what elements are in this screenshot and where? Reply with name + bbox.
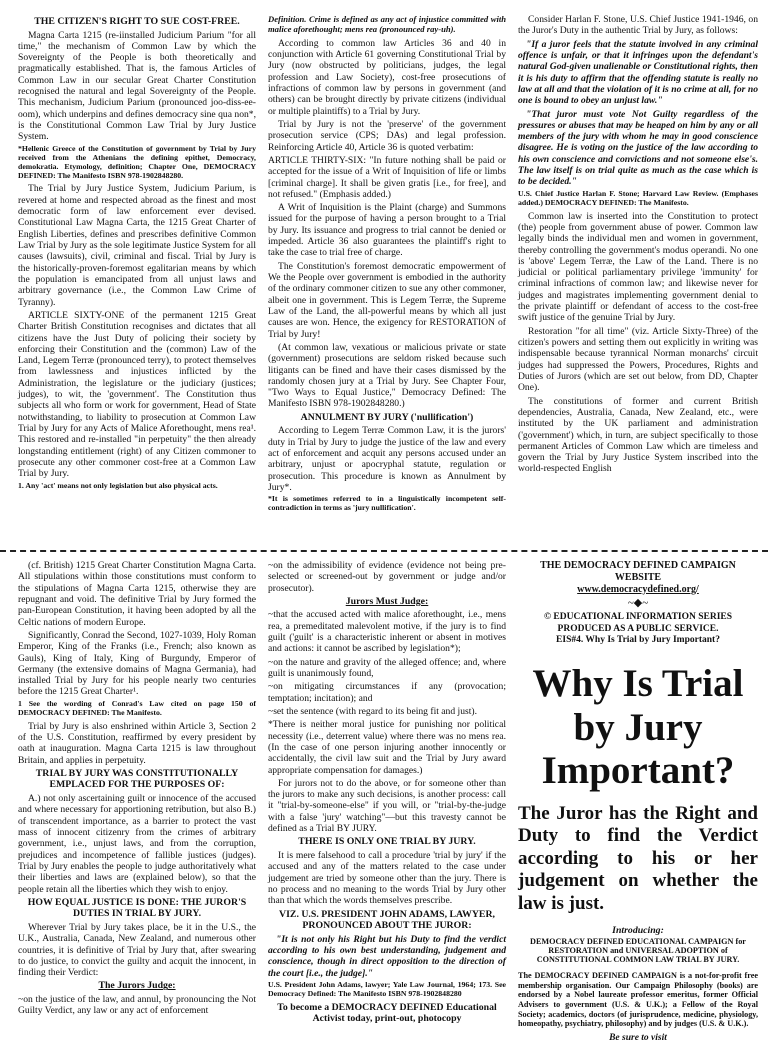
paragraph: The constitutions of former and current British dependencies, Australia, Canada, New Zealand, etc., were instituted by the UK parliament and administration ('government') which, in turn, are subject specifically to those permanent Articles of Common Law which are timeless and govern the Trial by Jury Justice System inscribed into the world-respected English: [518, 395, 758, 475]
footnote: 1. Any 'act' means not only legislation but also physical acts.: [18, 480, 218, 490]
series-line: © EDUCATIONAL INFORMATION SERIES: [543, 612, 733, 623]
column-3-bottom: [518, 560, 758, 1043]
section-heading: HOW EQUAL JUSTICE IS DONE: THE JUROR'S DUTIES IN TRIAL BY JURY.: [27, 896, 247, 920]
paragraph: Significantly, Conrad the Second, 1027-1039, Holy Roman Emperor, King of the Franks (i.e., French; also known as Gauls), King of Italy, King of Burgundy, Emperor of Germany (the extensive domains of Magna Germania), had installed Trial by Jury for his people nearly two centuries before the 1215 Great Charter¹.: [18, 629, 256, 698]
ornament-icon: ~◆~: [627, 597, 649, 610]
section-heading: Jurors Must Judge:: [345, 595, 429, 607]
section-heading: ANNULMENT BY JURY ('nullification'): [300, 411, 474, 423]
column-2-top: [268, 14, 506, 546]
paragraph: A Writ of Inquisition is the Plaint (charge) and Summons issued for the purpose of having a person brought to a Trial by Jury. Its issuance and progress to trial cannot be denied or impeded. Article 36 also guarantees the plaintiff's right to take the case to trial free of charge.: [268, 202, 506, 259]
series-line: PRODUCED AS A PUBLIC SERVICE.: [557, 623, 719, 634]
quote: "That juror must vote Not Guilty regardless of the pressures or abuses that may be heaped on him by any or all members of the jury with whom he may in good conscience disagree. He is voting on the justice of the law according to his own conscience and convictions and not someone else's. The law itself is on trial quite as much as the case which is to be decided.": [518, 108, 758, 188]
quote: "It is not only his Right but his Duty to find the verdict according to his own best understanding, judgement and conscience, though in direct opposition to the direction of the court [i.e., the judge].": [268, 933, 506, 979]
article-quote: ARTICLE THIRTY-SIX: "In future nothing shall be paid or accepted for the issue of a Writ of Inquisition of life or limbs [criminal charge]. It shall be given gratis [i.e., for free], and not refused." (Emphasis added.): [268, 154, 506, 200]
footnote: 1 See the wording of Conrad's Law cited on page 150 of DEMOCRACY DEFINED: The Manifesto.: [18, 698, 256, 717]
paragraph: Trial by Jury is not the 'preserve' of the government prosecution service (CPS; DAs) and legal profession. Reinforcing Article 40, Article 36 is quoted verbatim:: [268, 118, 506, 153]
column-2-bottom: [268, 560, 506, 1024]
section-heading: The Jurors Judge:: [98, 980, 176, 992]
call-to-action: To become a DEMOCRACY DEFINED Educational Activist today, print-out, photocopy: [277, 1001, 497, 1025]
footnote: *It is sometimes referred to in a linguistically incompetent self-contradiction in terms as 'jury nullification'.: [268, 494, 506, 513]
section-heading: THERE IS ONLY ONE TRIAL BY JURY.: [298, 836, 476, 848]
definition: Definition. Crime is defined as any act of injustice committed with malice aforethought; mens rea (pronounced ray-uh).: [268, 14, 506, 34]
section-heading: TRIAL BY JURY WAS CONSTITUTIONALLY EMPLACED FOR THE PURPOSES OF:: [35, 767, 239, 791]
paragraph: ARTICLE SIXTY-ONE of the permanent 1215 Great Charter British Constitution recognises and dictates that all citizens have the Just Duty of policing their society by enforcing their Constitution and the (common) Law of the Land, Legem Terræ (pronounced terry), to protect themselves from lawlessness and injustices inflicted by the Administration, the legislature or the judiciary (justices; judges), to wit, the 'government'. The Constitution thus subjects all who form or work for government, Head of State notwithstanding, to liability to prosecution at Common Law Trial by Jury for any Acts of Malice Aforethought, mens rea¹. This restored and re-installed "in perpetuity" the then already longstanding entitlement (right) of any Citizen commoner to prosecute any other commoner cost-free at a Common Law Trial by Jury.: [18, 309, 256, 480]
paragraph: The Trial by Jury Justice System, Judicium Parium, is revered at home and respected abroad as the finest and most democratic form of law enforcement ever devised. Constitutional Law Magna Carta, the 1215 Great Charter of English Liberties, defines and prescribes definitive Common Law Trial by Jury as the sole legitimate Justice System for all causes (lawsuits), civil, criminal and fiscal. Trial by Jury is the historically-proven-foremost egalitarian means by which the population is emancipated from all unjust laws and arbitrary governance (i.e., the Common Law Crime of Tyranny).: [18, 183, 256, 308]
column-1-bottom: [18, 560, 256, 1024]
leaflet-title: Why Is Trial by Jury Important?: [532, 661, 744, 793]
citation: U.S. Chief Justice Harlan F. Stone; Harvard Law Review. (Emphases added.) DEMOCRACY DEFINED: The Manifesto.: [518, 188, 758, 207]
paragraph: According to common law Articles 36 and 40 in conjunction with Article 61 governing Constitutional Trial by Jury (now obstructed by politicians, judges, the legal profession and Law Society), cost-free prosecutions of infractions of common law by persons in government (and others) can be brought directly by private citizens (individual or multiple plaintiffs) to a Trial by Jury.: [268, 37, 506, 117]
paragraph: (At common law, vexatious or malicious private or state (government) prosecutions are seldom risked because such litigants can be fined and have their cases dismissed by the randomly chosen jury at a Trial by Jury. See Chapter Four, "Two Ways to Equal Justice," Democracy Defined: The Manifesto ISBN 978-1902848280.): [268, 341, 506, 410]
citation: U.S. President John Adams, lawyer; Yale Law Journal, 1964; 173. See Democracy Defined: The Manifesto ISBN 978-1902848280: [268, 979, 506, 998]
paragraph: ~on the justice of the law, and annul, by pronouncing the Not Guilty Verdict, any law or any act of enforcement: [18, 994, 256, 1017]
intro-heading: Introducing:: [612, 925, 664, 937]
paragraph: It is mere falsehood to call a procedure 'trial by jury' if the accused and any of the matters related to the case under judgement are tried by someone other than the jury. There is no process and no meaning to the words Trial by Jury other than that which the words themselves prescribe.: [268, 849, 506, 907]
fold-divider: [0, 550, 768, 552]
paragraph: ~that the accused acted with malice aforethought, i.e., mens rea, a premeditated malevolent motive, if the jury is to find guilt ('guilt' is a characteristic inherent or absent in motives and actions: it cannot be ascribed by legislation*);: [268, 609, 506, 655]
paragraph: According to Legem Terræ Common Law, it is the jurors' duty in Trial by Jury to judge the justice of the law and every act of enforcement and acquit any persons accused under an arbitrary, unjust or apocryphal statute, regulation or prosecution. This procedure is known as Annulment by Jury*.: [268, 425, 506, 493]
paragraph: Consider Harlan F. Stone, U.S. Chief Justice 1941-1946, on the Juror's Duty in the authentic Trial by Jury, as follows:: [518, 14, 758, 37]
paragraph: Magna Carta 1215 (re-iinstalled Judicium Parium "for all time," the mechanism of Common Law by which the Sovereignty of the People is both theoretically and pragmatically established. That is, the famous Articles of Common Law in our secular Great Charter Constitution recognised the natural and legal Sovereignty of the People. This mechanism, Judicium Parium (pronounced joo-diss-ee-oom), which underpins and defines democracy sine qua non*, is the Constitutional Common Law Trial by Jury Justice System.: [18, 29, 256, 143]
paragraph: ~on the admissibility of evidence (evidence not being pre-selected or screened-out by government or judge and/or prosecutor).: [268, 560, 506, 594]
campaign-description: The DEMOCRACY DEFINED CAMPAIGN is a not-for-profit free membership organisation. Our Campaign Philosophy (books) are endorsed by a Nobel laureate professor emeritus, former Official Advisers to government (U.S. & U.K.); a Fellow of the Royal Society; academics, doctors (of jurisprudence, medicine, physiology, homeopathy, psychiatry, philosophy) and by judges (U.S. & U.K.).: [518, 970, 758, 1029]
leaflet-subtitle: The Juror has the Right and Duty to find the Verdict according to his or her judgement on whether the law is just.: [518, 802, 758, 914]
paragraph: Restoration "for all time" (viz. Article Sixty-Three) of the citizen's powers and setting them out explicitly in writing was indispensable because tyrannical Norman monarchs' circuit judges had suppressed the Powers, Procedures, Rights and Duties of Jurors (which are set out below, from DD, Chapter One).: [518, 325, 758, 394]
paragraph: Trial by Jury is also enshrined within Article 3, Section 2 of the U.S. Constitution, reaffirmed by every president by oath at inauguration. Magna Carta 1215 is law throughout Britain, and applies in perpetuity.: [18, 720, 256, 766]
website-link[interactable]: www.democracydefined.org/: [577, 583, 699, 595]
column-3-top: [518, 14, 758, 546]
visit-prompt: Be sure to visit: [609, 1032, 667, 1043]
paragraph: Wherever Trial by Jury takes place, be it in the U.S., the U.K., Australia, Canada, New Zealand, and numerous other countries, it is definitive of Trial by Jury that, after swearing to do justice, to convict the guilty and acquit the innocent, in finding their Verdict:: [18, 921, 256, 979]
footnote: *Hellenic Greece of the Constitution of government by Trial by Jury received from the Athenians the defining epithet, Democracy, demokratia. Etymology, definition; Chapter One, DEMOCRACY DEFINED: The Manifesto ISBN 978-1902848280.: [18, 143, 256, 180]
section-heading: THE CITIZEN'S RIGHT TO SUE COST-FREE.: [34, 16, 240, 27]
paragraph: *There is neither moral justice for punishing nor political necessity (i.e., deterrent value) where there was no mens rea. (In the case of one person injuring another innocently or accidentally, the civil law suit and the Trial by Jury award appropriate compensation for damages.): [268, 719, 506, 776]
column-1-top: [18, 14, 256, 546]
series-number: EIS#4. Why Is Trial by Jury Important?: [556, 634, 720, 645]
paragraph: The Constitution's foremost democratic empowerment of We the People over government is embodied in the authority of the ordinary commoner citizen to sue any other commoner, albeit one in government. This is Legem Terræ, the Supreme Law of the Land, the all-powerful means by which all just causes are won. Hence, the exigency for RESTORATION of Trial by Jury!: [268, 260, 506, 340]
quote: "If a juror feels that the statute involved in any criminal offence is unfair, or that it infringes upon the defendant's natural God-given unalienable or Constitutional rights, then it is his duty to affirm that the offending statute is really no law at all and that the violation of it is no crime at all, for no one is bound to obey an unjust law.": [518, 38, 758, 107]
section-heading: VIZ. U.S. PRESIDENT JOHN ADAMS, LAWYER, PRONOUNCED ABOUT THE JUROR:: [279, 908, 495, 932]
paragraph: ~set the sentence (with regard to its being fit and just).: [268, 705, 478, 717]
paragraph: A.) not only ascertaining guilt or innocence of the accused and where necessary for apportioning retribution, but also B.) of transcendent importance, as a barrier to protect the vast mass of innocent citizenry from the crimes of arbitrary government, i.e., unjust laws, and from the corruption, prejudices and incompetence of fallible justices (judges). Trial by Jury enables the people to judge authoritatively what their liberties and laws are (explained below), so that the people retain all the liberties which they wish to enjoy.: [18, 793, 256, 895]
paragraph: ~on the nature and gravity of the alleged offence; and, where guilt is unanimously found,: [268, 656, 506, 680]
paragraph: ~on mitigating circumstances if any (provocation; temptation; incitation); and: [268, 681, 506, 704]
paragraph: Common law is inserted into the Constitution to protect (the) people from government abuse of power. Common law legally binds the individual men and women in government, thereby controlling the government's modus operandi. No one is 'above' Legem Terræ, the Law of the Land. There is no judicial or political parliamentary privilege 'immunity' for criminal infractions of common law; and likewise never for judges and magistrates implementing government denial to the private plaintiff or defendant of access to the cost-free swift justice of the genuine Trial by Jury.: [518, 210, 758, 324]
paragraph: (cf. British) 1215 Great Charter Constitution Magna Carta. All stipulations within those constitutions must conform to the stipulations of Magna Carta 1215, otherwise they are repugnant and void. The definitive Trial by Jury formed the pan-European Constitution, it having been adopted by all the Celtic nations of modern Europe.: [18, 560, 256, 628]
campaign-heading: THE DEMOCRACY DEFINED CAMPAIGN WEBSITE: [540, 560, 736, 583]
paragraph: For jurors not to do the above, or for someone other than the jurors to make any such decisions, is another process: call it "trial-by-someone-else" if you will, or "trial-by-the-judge with a false 'jury' watching"—but this travesty cannot be defined as a Trial BY JURY.: [268, 777, 506, 835]
intro-text: DEMOCRACY DEFINED EDUCATIONAL CAMPAIGN for RESTORATION and UNIVERSAL ADOPTION of CONSTITUTIONAL COMMON LAW TRIAL BY JURY.: [530, 936, 746, 965]
